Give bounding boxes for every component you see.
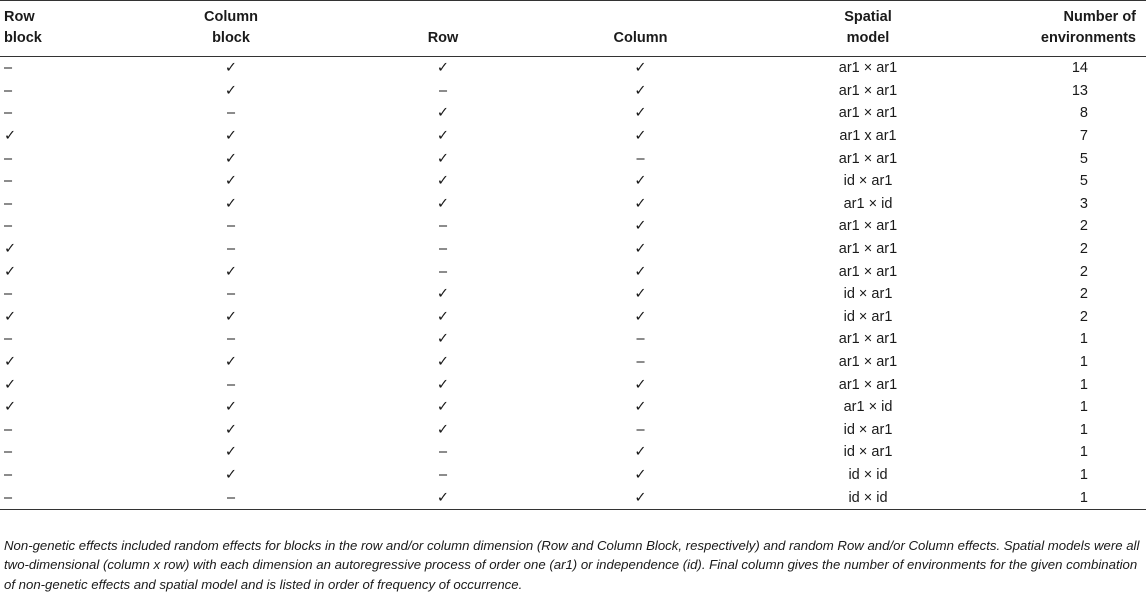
cell-row: – bbox=[438, 218, 448, 235]
cell-row-block: – bbox=[4, 331, 13, 348]
cell-row-block: – bbox=[4, 60, 13, 77]
cell-column: ✓ bbox=[634, 466, 647, 483]
header-line: block bbox=[4, 30, 42, 46]
cell-number-of-environments: 1 bbox=[1079, 444, 1088, 461]
cell-column: ✓ bbox=[634, 195, 647, 212]
cell-row: – bbox=[438, 466, 448, 483]
cell-spatial-model: id × ar1 bbox=[843, 308, 893, 325]
cell-column: ✓ bbox=[634, 376, 647, 393]
cell-number-of-environments: 1 bbox=[1079, 376, 1088, 393]
cell-row-block: – bbox=[4, 173, 13, 190]
cell-column-block: ✓ bbox=[224, 263, 238, 280]
cell-row-block: – bbox=[4, 444, 13, 461]
table-row bbox=[0, 486, 1146, 509]
table-row bbox=[0, 147, 1146, 170]
cell-number-of-environments: 5 bbox=[1079, 173, 1088, 190]
table-row bbox=[0, 419, 1146, 442]
header-row-block bbox=[0, 1, 114, 57]
cell-column-block: ✓ bbox=[224, 173, 238, 190]
table-row bbox=[0, 125, 1146, 148]
cell-row-block: – bbox=[4, 195, 13, 212]
table-footnote: Non-genetic effects included random effects for blocks in the row and/or column dimension (Row and Column Block, respectively) and random Row and/or Column effects. Spatial models were all two-dimensional (column x row) with each dimension an autoregressive process of order one (ar1) or independence (id). Final column gives the number of environments for the given combination of non-genetic effects and spatial model and is listed in order of frequency of occurrence. bbox=[4, 538, 1140, 592]
cell-number-of-environments: 2 bbox=[1079, 241, 1088, 258]
table-row bbox=[0, 441, 1146, 464]
cell-row-block: ✓ bbox=[4, 399, 17, 416]
header-row bbox=[348, 1, 538, 57]
cell-column: ✓ bbox=[634, 399, 647, 416]
cell-row-block: – bbox=[4, 421, 13, 438]
cell-row-block: ✓ bbox=[4, 308, 17, 325]
cell-column: – bbox=[636, 150, 645, 167]
cell-spatial-model: ar1 × ar1 bbox=[838, 218, 898, 235]
cell-row: – bbox=[438, 241, 448, 258]
header-line: Row bbox=[4, 9, 35, 25]
cell-column: ✓ bbox=[634, 241, 647, 258]
cell-column-block: – bbox=[226, 376, 236, 393]
cell-column: ✓ bbox=[634, 60, 647, 77]
cell-row: ✓ bbox=[436, 173, 450, 190]
table-row bbox=[0, 170, 1146, 193]
cell-column-block: – bbox=[226, 105, 236, 122]
cell-column: ✓ bbox=[538, 486, 743, 509]
header-row bbox=[0, 1, 1146, 57]
cell-number-of-environments: 14 bbox=[1071, 60, 1088, 77]
cell-number-of-environments: 1 bbox=[1079, 331, 1088, 348]
cell-column: – bbox=[636, 331, 645, 348]
cell-number-of-environments: 1 bbox=[1079, 466, 1088, 483]
cell-number-of-environments: 3 bbox=[1079, 195, 1088, 212]
cell-spatial-model: ar1 × ar1 bbox=[838, 105, 898, 122]
cell-row-block: – bbox=[0, 486, 114, 509]
cell-row: ✓ bbox=[436, 376, 450, 393]
table-row bbox=[0, 215, 1146, 238]
cell-column: ✓ bbox=[634, 218, 647, 235]
cell-column-block: – bbox=[114, 486, 348, 509]
cell-column: ✓ bbox=[634, 105, 647, 122]
cell-column-block: ✓ bbox=[224, 308, 238, 325]
cell-row: – bbox=[438, 82, 448, 99]
cell-column-block: ✓ bbox=[224, 421, 238, 438]
cell-column: – bbox=[636, 421, 645, 438]
cell-column-block: – bbox=[226, 241, 236, 258]
cell-spatial-model: id × ar1 bbox=[843, 421, 893, 438]
cell-number-of-environments: 1 bbox=[1079, 354, 1088, 371]
cell-column-block: – bbox=[226, 218, 236, 235]
cell-column: ✓ bbox=[634, 263, 647, 280]
cell-spatial-model: id × id bbox=[848, 466, 888, 483]
table-row bbox=[0, 464, 1146, 487]
cell-row-block: ✓ bbox=[4, 128, 17, 145]
cell-row: – bbox=[438, 444, 448, 461]
cell-row-block: – bbox=[4, 105, 13, 122]
table-row bbox=[0, 351, 1146, 374]
cell-spatial-model: ar1 × ar1 bbox=[838, 150, 898, 167]
table-row bbox=[0, 57, 1146, 80]
header-line: Spatial bbox=[844, 9, 892, 25]
cell-column-block: ✓ bbox=[224, 444, 238, 461]
header-line: model bbox=[846, 30, 890, 46]
cell-column-block: ✓ bbox=[224, 128, 238, 145]
cell-spatial-model: ar1 × ar1 bbox=[838, 376, 898, 393]
cell-number-of-environments: 5 bbox=[1079, 150, 1088, 167]
cell-spatial-model: ar1 × ar1 bbox=[838, 263, 898, 280]
cell-spatial-model: id × ar1 bbox=[843, 173, 893, 190]
cell-number-of-environments: 1 bbox=[1079, 421, 1088, 438]
table-row bbox=[0, 373, 1146, 396]
cell-row: ✓ bbox=[436, 128, 450, 145]
cell-row: ✓ bbox=[436, 421, 450, 438]
table-row bbox=[0, 396, 1146, 419]
cell-number-of-environments: 2 bbox=[1079, 263, 1088, 280]
cell-spatial-model: ar1 × ar1 bbox=[838, 60, 898, 77]
cell-row: ✓ bbox=[436, 105, 450, 122]
header-line: Column bbox=[204, 9, 258, 25]
cell-column-block: – bbox=[226, 286, 236, 303]
cell-spatial-model: ar1 × ar1 bbox=[838, 331, 898, 348]
cell-row: ✓ bbox=[436, 399, 450, 416]
cell-number-of-environments: 2 bbox=[1079, 218, 1088, 235]
table-row bbox=[0, 328, 1146, 351]
table-row bbox=[0, 238, 1146, 261]
cell-spatial-model: ar1 × ar1 bbox=[838, 354, 898, 371]
header-line: Number of bbox=[1063, 9, 1136, 25]
cell-column: ✓ bbox=[634, 444, 647, 461]
cell-row: ✓ bbox=[436, 308, 450, 325]
cell-row-block: – bbox=[4, 466, 13, 483]
cell-row-block: – bbox=[4, 218, 13, 235]
cell-row: ✓ bbox=[436, 331, 450, 348]
cell-row-block: ✓ bbox=[4, 376, 17, 393]
cell-row-block: – bbox=[4, 286, 13, 303]
cell-column-block: ✓ bbox=[224, 354, 238, 371]
cell-spatial-model: ar1 × id bbox=[843, 195, 893, 212]
cell-spatial-model: ar1 × ar1 bbox=[838, 241, 898, 258]
cell-column: – bbox=[636, 354, 645, 371]
header-number-of-environments bbox=[993, 1, 1146, 57]
header-line: Row bbox=[427, 30, 459, 46]
cell-spatial-model: ar1 × id bbox=[843, 399, 893, 416]
cell-column: ✓ bbox=[634, 82, 647, 99]
cell-spatial-model: id × ar1 bbox=[843, 444, 893, 461]
cell-column-block: ✓ bbox=[224, 195, 238, 212]
table-header bbox=[0, 1, 1146, 57]
table-row bbox=[0, 283, 1146, 306]
table-row bbox=[0, 193, 1146, 216]
cell-row-block: – bbox=[4, 150, 13, 167]
cell-column-block: ✓ bbox=[224, 82, 238, 99]
cell-row: ✓ bbox=[436, 150, 450, 167]
cell-row: ✓ bbox=[436, 195, 450, 212]
cell-column: ✓ bbox=[634, 286, 647, 303]
header-line: Column bbox=[613, 30, 668, 46]
cell-spatial-model: ar1 × ar1 bbox=[838, 82, 898, 99]
cell-row-block: ✓ bbox=[4, 241, 17, 258]
cell-number-of-environments: 2 bbox=[1079, 308, 1088, 325]
cell-column-block: ✓ bbox=[224, 466, 238, 483]
cell-column: ✓ bbox=[634, 128, 647, 145]
cell-row: ✓ bbox=[436, 354, 450, 371]
cell-row-block: ✓ bbox=[4, 263, 17, 280]
cell-number-of-environments: 8 bbox=[1079, 105, 1088, 122]
table-body bbox=[0, 57, 1146, 510]
cell-column-block: ✓ bbox=[224, 399, 238, 416]
cell-column: ✓ bbox=[634, 308, 647, 325]
table-row bbox=[0, 260, 1146, 283]
cell-row: ✓ bbox=[348, 486, 538, 509]
cell-column-block: ✓ bbox=[224, 150, 238, 167]
cell-row-block: ✓ bbox=[4, 354, 17, 371]
cell-column-block: – bbox=[226, 331, 236, 348]
header-spatial-model bbox=[743, 1, 993, 57]
cell-number-of-environments: 13 bbox=[1071, 82, 1088, 99]
cell-number-of-environments: 1 bbox=[993, 486, 1146, 509]
cell-column-block: ✓ bbox=[224, 60, 238, 77]
cell-number-of-environments: 1 bbox=[1079, 399, 1088, 416]
table-row bbox=[0, 306, 1146, 329]
cell-spatial-model: ar1 x ar1 bbox=[839, 128, 897, 145]
header-column bbox=[538, 1, 743, 57]
table-row bbox=[0, 80, 1146, 103]
cell-row: ✓ bbox=[436, 60, 450, 77]
cell-spatial-model: id × id bbox=[743, 486, 993, 509]
cell-number-of-environments: 2 bbox=[1079, 286, 1088, 303]
cell-row: ✓ bbox=[436, 286, 450, 303]
table-row bbox=[0, 102, 1146, 125]
cell-row-block: – bbox=[4, 82, 13, 99]
header-column-block bbox=[114, 1, 348, 57]
header-line: block bbox=[212, 30, 250, 46]
cell-number-of-environments: 7 bbox=[1079, 128, 1088, 145]
cell-row: – bbox=[438, 263, 448, 280]
cell-spatial-model: id × ar1 bbox=[843, 286, 893, 303]
cell-column: ✓ bbox=[634, 173, 647, 190]
header-line: environments bbox=[1040, 30, 1136, 46]
